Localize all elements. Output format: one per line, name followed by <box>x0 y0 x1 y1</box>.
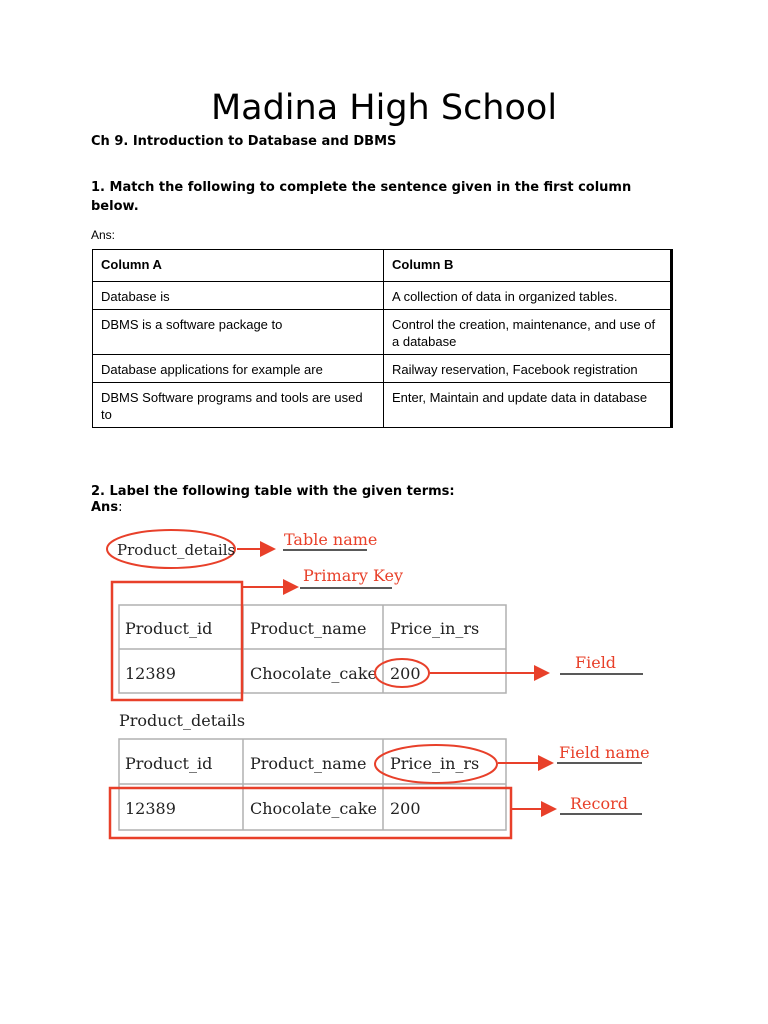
table-cell: Database applications for example are <box>93 355 384 383</box>
table-cell: Railway reservation, Facebook registration <box>384 355 672 383</box>
match-table-header-row <box>93 250 672 282</box>
question-1-text: 1. Match the following to complete the sentence given in the first column below. <box>91 180 632 214</box>
table-caption-bottom: Product_details <box>119 711 246 730</box>
header-product-id-bottom: Product_id <box>125 754 213 773</box>
cell-price-bottom: 200 <box>390 799 421 818</box>
label-table-name: Table name <box>284 530 378 549</box>
table-row <box>93 310 672 355</box>
question-1-answer-label: Ans: <box>91 228 116 242</box>
match-table <box>92 249 673 428</box>
labelled-table-diagram <box>100 525 660 845</box>
cell-product-name-bottom: Chocolate_cake <box>250 799 377 818</box>
label-record: Record <box>570 794 628 813</box>
question-2-text: 2. Label the following table with the given terms: <box>91 484 455 499</box>
cell-product-id-bottom: 12389 <box>125 799 176 818</box>
header-price-top: Price_in_rs <box>390 619 480 638</box>
label-field-name: Field name <box>559 743 650 762</box>
table-row <box>93 383 672 428</box>
cell-product-id-top: 12389 <box>125 664 176 683</box>
table-cell: Database is <box>93 282 384 310</box>
page-title: Madina High School <box>210 88 558 128</box>
label-field: Field <box>575 653 617 672</box>
table-cell: A collection of data in organized tables. <box>384 282 672 310</box>
table-caption-top: Product_details <box>117 541 236 559</box>
question-2-ans-colon: : <box>118 500 123 515</box>
table-cell: DBMS is a software package to <box>93 310 384 355</box>
chapter-heading: Ch 9. Introduction to Database and DBMS <box>91 134 397 149</box>
table-row <box>93 282 672 310</box>
label-primary-key: Primary Key <box>303 566 404 585</box>
header-product-name-top: Product_name <box>250 619 367 638</box>
question-2-answer-label <box>91 500 122 515</box>
cell-product-name-top: Chocolate_cake <box>250 664 377 683</box>
table-row <box>93 355 672 383</box>
header-product-name-bottom: Product_name <box>250 754 367 773</box>
table-cell: DBMS Software programs and tools are used to <box>93 383 384 428</box>
table-cell: Control the creation, maintenance, and use of a database <box>384 310 672 355</box>
cell-price-top: 200 <box>390 664 421 683</box>
column-b-header: Column B <box>384 250 672 282</box>
header-price-bottom: Price_in_rs <box>390 754 480 773</box>
question-2-ans-text: Ans <box>91 500 119 515</box>
header-product-id-top: Product_id <box>125 619 213 638</box>
column-a-header: Column A <box>93 250 384 282</box>
table-cell: Enter, Maintain and update data in database <box>384 383 672 428</box>
